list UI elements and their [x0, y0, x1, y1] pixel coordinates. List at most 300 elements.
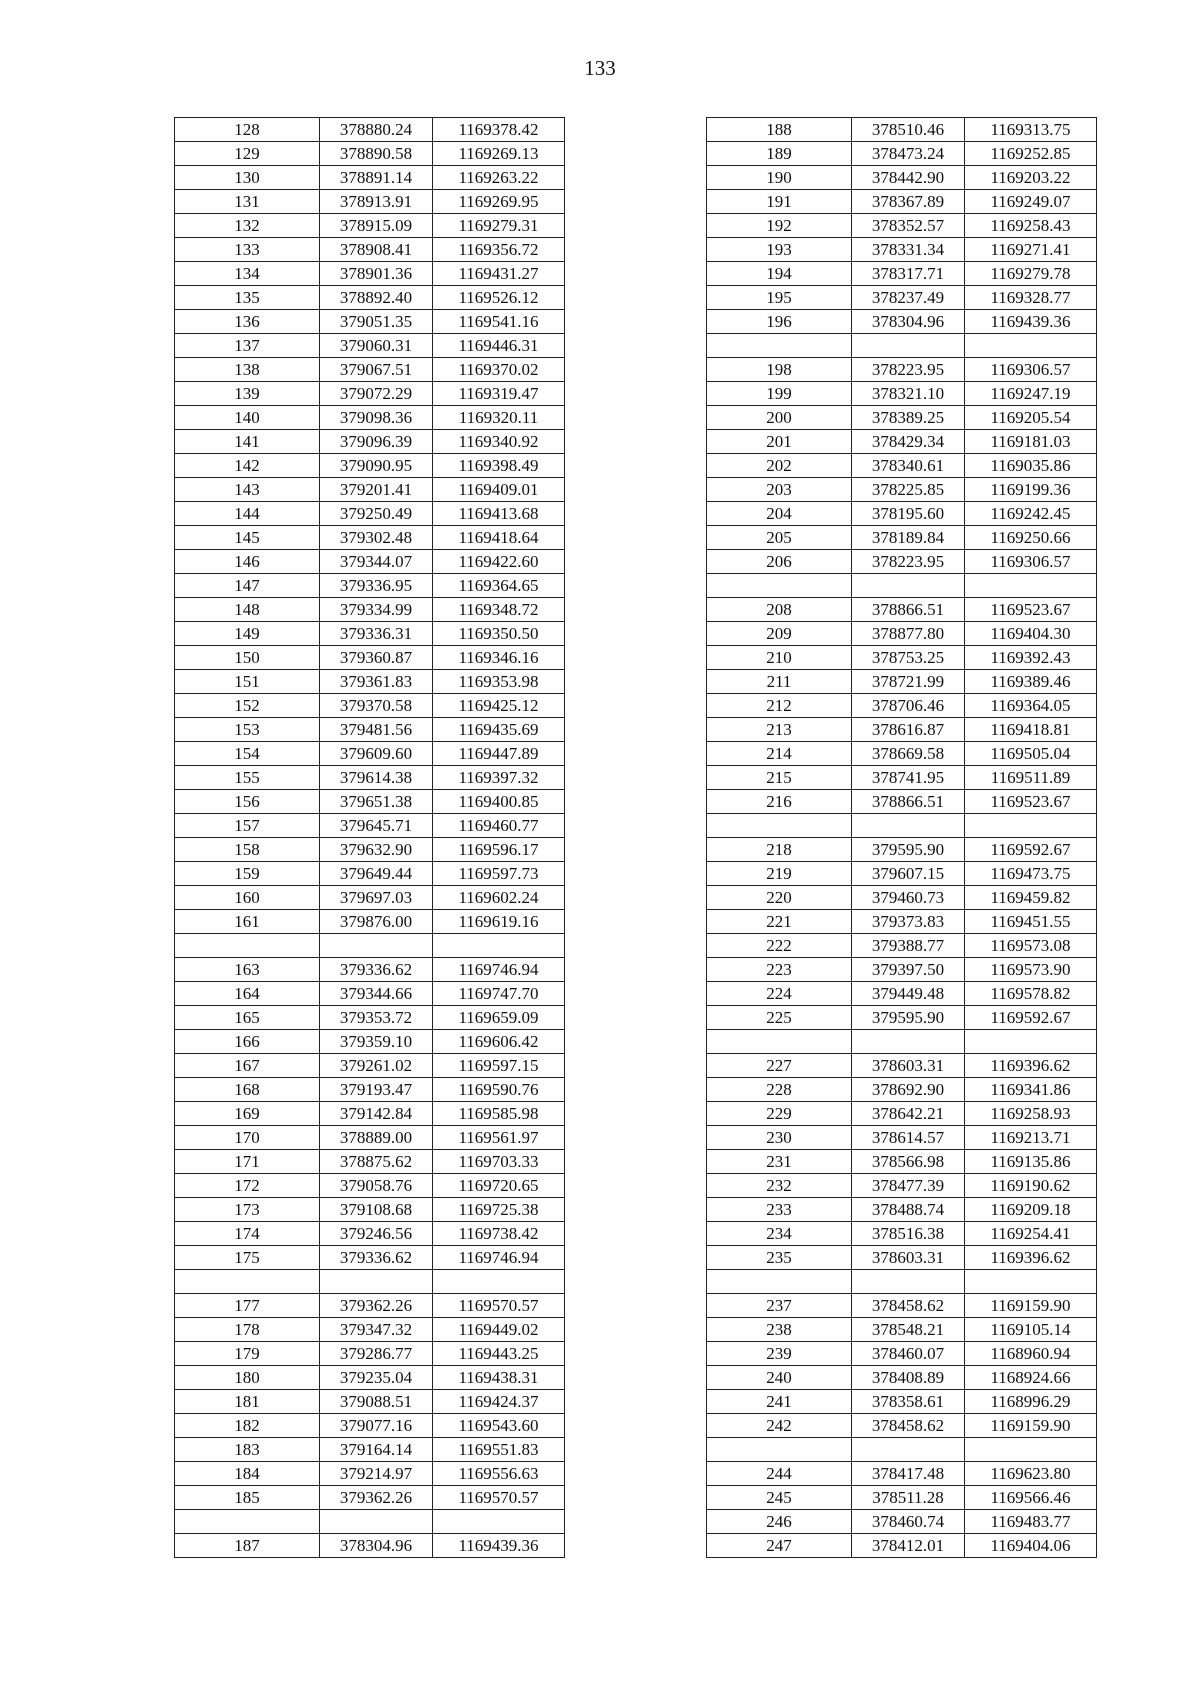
x-coordinate-cell: 379302.48 — [320, 526, 433, 550]
x-coordinate-cell: 378603.31 — [852, 1054, 965, 1078]
point-number-cell: 178 — [175, 1318, 320, 1342]
y-coordinate-cell: 1169511.89 — [965, 766, 1097, 790]
y-coordinate-cell: 1169279.31 — [433, 214, 565, 238]
table-row — [175, 478, 565, 502]
table-row — [175, 406, 565, 430]
y-coordinate-cell: 1169460.77 — [433, 814, 565, 838]
point-number-cell: 240 — [707, 1366, 852, 1390]
point-number-cell: 219 — [707, 862, 852, 886]
point-number-cell: 205 — [707, 526, 852, 550]
y-coordinate-cell — [965, 1438, 1097, 1462]
point-number-cell — [707, 334, 852, 358]
point-number-cell: 152 — [175, 694, 320, 718]
table-row — [707, 814, 1097, 838]
x-coordinate-cell: 379651.38 — [320, 790, 433, 814]
x-coordinate-cell: 378880.24 — [320, 118, 433, 142]
x-coordinate-cell — [852, 1438, 965, 1462]
point-number-cell: 228 — [707, 1078, 852, 1102]
x-coordinate-cell: 378913.91 — [320, 190, 433, 214]
table-row — [707, 1174, 1097, 1198]
table-row — [707, 118, 1097, 142]
y-coordinate-cell: 1169596.17 — [433, 838, 565, 862]
x-coordinate-cell: 379370.58 — [320, 694, 433, 718]
point-number-cell: 201 — [707, 430, 852, 454]
table-row — [707, 1078, 1097, 1102]
y-coordinate-cell: 1169269.13 — [433, 142, 565, 166]
point-number-cell: 155 — [175, 766, 320, 790]
point-number-cell: 133 — [175, 238, 320, 262]
table-row — [707, 1438, 1097, 1462]
point-number-cell: 238 — [707, 1318, 852, 1342]
y-coordinate-cell: 1169306.57 — [965, 358, 1097, 382]
x-coordinate-cell: 378321.10 — [852, 382, 965, 406]
x-coordinate-cell: 379235.04 — [320, 1366, 433, 1390]
y-coordinate-cell: 1169181.03 — [965, 430, 1097, 454]
y-coordinate-cell: 1169570.57 — [433, 1294, 565, 1318]
y-coordinate-cell: 1169209.18 — [965, 1198, 1097, 1222]
y-coordinate-cell — [965, 334, 1097, 358]
y-coordinate-cell: 1169451.55 — [965, 910, 1097, 934]
y-coordinate-cell — [433, 1510, 565, 1534]
table-row — [175, 430, 565, 454]
x-coordinate-cell — [320, 934, 433, 958]
x-coordinate-cell: 379649.44 — [320, 862, 433, 886]
page-number: 133 — [584, 56, 616, 80]
y-coordinate-cell: 1169592.67 — [965, 1006, 1097, 1030]
table-row — [175, 1486, 565, 1510]
point-number-cell: 137 — [175, 334, 320, 358]
table-row — [175, 862, 565, 886]
x-coordinate-cell: 378642.21 — [852, 1102, 965, 1126]
table-row — [175, 598, 565, 622]
x-coordinate-cell: 379261.02 — [320, 1054, 433, 1078]
table-row — [707, 910, 1097, 934]
point-number-cell: 190 — [707, 166, 852, 190]
x-coordinate-cell: 379876.00 — [320, 910, 433, 934]
table-row — [707, 886, 1097, 910]
y-coordinate-cell: 1169570.57 — [433, 1486, 565, 1510]
y-coordinate-cell: 1169738.42 — [433, 1222, 565, 1246]
point-number-cell: 220 — [707, 886, 852, 910]
table-row — [707, 574, 1097, 598]
x-coordinate-cell — [852, 1030, 965, 1054]
y-coordinate-cell: 1169258.43 — [965, 214, 1097, 238]
point-number-cell: 136 — [175, 310, 320, 334]
x-coordinate-cell: 378352.57 — [852, 214, 965, 238]
point-number-cell: 221 — [707, 910, 852, 934]
table-row — [175, 1102, 565, 1126]
table-row — [707, 1390, 1097, 1414]
y-coordinate-cell: 1169404.30 — [965, 622, 1097, 646]
table-row — [175, 454, 565, 478]
point-number-cell: 196 — [707, 310, 852, 334]
x-coordinate-cell: 379108.68 — [320, 1198, 433, 1222]
table-row — [707, 934, 1097, 958]
point-number-cell: 233 — [707, 1198, 852, 1222]
table-row — [707, 1270, 1097, 1294]
x-coordinate-cell: 378548.21 — [852, 1318, 965, 1342]
x-coordinate-cell: 378566.98 — [852, 1150, 965, 1174]
table-row — [707, 1126, 1097, 1150]
point-number-cell: 245 — [707, 1486, 852, 1510]
point-number-cell — [707, 1438, 852, 1462]
y-coordinate-cell: 1169592.67 — [965, 838, 1097, 862]
point-number-cell — [175, 1270, 320, 1294]
x-coordinate-cell: 379096.39 — [320, 430, 433, 454]
point-number-cell: 172 — [175, 1174, 320, 1198]
table-row — [707, 1486, 1097, 1510]
point-number-cell: 154 — [175, 742, 320, 766]
point-number-cell: 147 — [175, 574, 320, 598]
table-row — [175, 286, 565, 310]
point-number-cell: 168 — [175, 1078, 320, 1102]
x-coordinate-cell: 378603.31 — [852, 1246, 965, 1270]
y-coordinate-cell: 1169159.90 — [965, 1414, 1097, 1438]
table-row — [707, 1030, 1097, 1054]
table-row — [175, 1342, 565, 1366]
y-coordinate-cell: 1169566.46 — [965, 1486, 1097, 1510]
x-coordinate-cell: 379344.66 — [320, 982, 433, 1006]
x-coordinate-cell: 379336.31 — [320, 622, 433, 646]
table-row — [175, 694, 565, 718]
x-coordinate-cell: 378458.62 — [852, 1294, 965, 1318]
point-number-cell: 180 — [175, 1366, 320, 1390]
y-coordinate-cell: 1169578.82 — [965, 982, 1097, 1006]
y-coordinate-cell: 1169398.49 — [433, 454, 565, 478]
x-coordinate-cell: 379614.38 — [320, 766, 433, 790]
point-number-cell: 210 — [707, 646, 852, 670]
x-coordinate-cell: 378417.48 — [852, 1462, 965, 1486]
x-coordinate-cell — [320, 1270, 433, 1294]
table-row — [707, 958, 1097, 982]
point-number-cell: 209 — [707, 622, 852, 646]
x-coordinate-cell: 378891.14 — [320, 166, 433, 190]
x-coordinate-cell: 378223.95 — [852, 550, 965, 574]
y-coordinate-cell: 1169271.41 — [965, 238, 1097, 262]
y-coordinate-cell: 1169523.67 — [965, 790, 1097, 814]
point-number-cell: 231 — [707, 1150, 852, 1174]
table-row — [707, 838, 1097, 862]
y-coordinate-cell: 1169397.32 — [433, 766, 565, 790]
x-coordinate-cell: 379090.95 — [320, 454, 433, 478]
table-row — [175, 910, 565, 934]
point-number-cell: 204 — [707, 502, 852, 526]
point-number-cell: 194 — [707, 262, 852, 286]
x-coordinate-cell: 378460.07 — [852, 1342, 965, 1366]
table-row — [707, 454, 1097, 478]
x-coordinate-cell: 379353.72 — [320, 1006, 433, 1030]
table-row — [175, 1126, 565, 1150]
point-number-cell: 246 — [707, 1510, 852, 1534]
table-row — [707, 766, 1097, 790]
y-coordinate-cell: 1169203.22 — [965, 166, 1097, 190]
x-coordinate-cell: 378510.46 — [852, 118, 965, 142]
point-number-cell: 183 — [175, 1438, 320, 1462]
x-coordinate-cell — [852, 334, 965, 358]
y-coordinate-cell: 1169590.76 — [433, 1078, 565, 1102]
x-coordinate-cell: 379088.51 — [320, 1390, 433, 1414]
point-number-cell: 148 — [175, 598, 320, 622]
y-coordinate-cell: 1169597.15 — [433, 1054, 565, 1078]
point-number-cell: 139 — [175, 382, 320, 406]
table-row — [175, 502, 565, 526]
x-coordinate-cell: 379460.73 — [852, 886, 965, 910]
y-coordinate-cell: 1169328.77 — [965, 286, 1097, 310]
x-coordinate-cell: 379336.95 — [320, 574, 433, 598]
x-coordinate-cell: 378511.28 — [852, 1486, 965, 1510]
table-row — [175, 646, 565, 670]
table-row — [175, 1006, 565, 1030]
table-row — [707, 214, 1097, 238]
table-row — [175, 574, 565, 598]
table-row — [707, 646, 1097, 670]
x-coordinate-cell: 378473.24 — [852, 142, 965, 166]
x-coordinate-cell: 379481.56 — [320, 718, 433, 742]
table-row — [707, 1414, 1097, 1438]
y-coordinate-cell: 1169319.47 — [433, 382, 565, 406]
y-coordinate-cell: 1169205.54 — [965, 406, 1097, 430]
point-number-cell: 191 — [707, 190, 852, 214]
y-coordinate-cell: 1169746.94 — [433, 958, 565, 982]
y-coordinate-cell: 1169561.97 — [433, 1126, 565, 1150]
y-coordinate-cell: 1169353.98 — [433, 670, 565, 694]
x-coordinate-cell: 378706.46 — [852, 694, 965, 718]
point-number-cell: 144 — [175, 502, 320, 526]
point-number-cell: 223 — [707, 958, 852, 982]
y-coordinate-cell: 1169505.04 — [965, 742, 1097, 766]
table-row — [175, 1414, 565, 1438]
table-row — [175, 166, 565, 190]
table-row — [175, 1150, 565, 1174]
table-row — [707, 310, 1097, 334]
table-row — [707, 1246, 1097, 1270]
x-coordinate-cell: 379060.31 — [320, 334, 433, 358]
x-coordinate-cell: 378195.60 — [852, 502, 965, 526]
y-coordinate-cell: 1169747.70 — [433, 982, 565, 1006]
point-number-cell: 242 — [707, 1414, 852, 1438]
table-row — [707, 742, 1097, 766]
point-number-cell: 130 — [175, 166, 320, 190]
y-coordinate-cell — [433, 934, 565, 958]
table-row — [707, 1006, 1097, 1030]
point-number-cell: 230 — [707, 1126, 852, 1150]
table-row — [707, 598, 1097, 622]
table-row — [175, 190, 565, 214]
table-row — [707, 1366, 1097, 1390]
y-coordinate-cell: 1169447.89 — [433, 742, 565, 766]
y-coordinate-cell: 1169340.92 — [433, 430, 565, 454]
table-row — [707, 262, 1097, 286]
x-coordinate-cell: 379397.50 — [852, 958, 965, 982]
point-number-cell: 185 — [175, 1486, 320, 1510]
table-row — [707, 1102, 1097, 1126]
y-coordinate-cell: 1169523.67 — [965, 598, 1097, 622]
x-coordinate-cell: 379334.99 — [320, 598, 433, 622]
y-coordinate-cell: 1169320.11 — [433, 406, 565, 430]
point-number-cell: 202 — [707, 454, 852, 478]
x-coordinate-cell: 379595.90 — [852, 838, 965, 862]
y-coordinate-cell: 1169573.90 — [965, 958, 1097, 982]
table-row — [707, 1294, 1097, 1318]
point-number-cell: 195 — [707, 286, 852, 310]
x-coordinate-cell: 378304.96 — [320, 1534, 433, 1558]
table-row — [707, 622, 1097, 646]
x-coordinate-cell: 378753.25 — [852, 646, 965, 670]
x-coordinate-cell: 378866.51 — [852, 790, 965, 814]
table-row — [175, 1174, 565, 1198]
table-row — [175, 1030, 565, 1054]
point-number-cell: 214 — [707, 742, 852, 766]
point-number-cell: 170 — [175, 1126, 320, 1150]
point-number-cell: 218 — [707, 838, 852, 862]
y-coordinate-cell: 1169597.73 — [433, 862, 565, 886]
x-coordinate-cell: 378223.95 — [852, 358, 965, 382]
point-number-cell: 199 — [707, 382, 852, 406]
y-coordinate-cell: 1169526.12 — [433, 286, 565, 310]
y-coordinate-cell: 1169242.45 — [965, 502, 1097, 526]
y-coordinate-cell: 1169443.25 — [433, 1342, 565, 1366]
point-number-cell: 141 — [175, 430, 320, 454]
point-number-cell: 149 — [175, 622, 320, 646]
x-coordinate-cell: 378614.57 — [852, 1126, 965, 1150]
point-number-cell: 163 — [175, 958, 320, 982]
point-number-cell: 156 — [175, 790, 320, 814]
point-number-cell: 188 — [707, 118, 852, 142]
point-number-cell: 232 — [707, 1174, 852, 1198]
point-number-cell: 157 — [175, 814, 320, 838]
table-row — [175, 958, 565, 982]
y-coordinate-cell: 1169378.42 — [433, 118, 565, 142]
y-coordinate-cell: 1169252.85 — [965, 142, 1097, 166]
x-coordinate-cell: 378477.39 — [852, 1174, 965, 1198]
coordinates-table-left — [174, 117, 565, 1558]
y-coordinate-cell: 1169659.09 — [433, 1006, 565, 1030]
x-coordinate-cell: 378358.61 — [852, 1390, 965, 1414]
table-row — [175, 1222, 565, 1246]
point-number-cell: 241 — [707, 1390, 852, 1414]
table-row — [707, 142, 1097, 166]
x-coordinate-cell: 379609.60 — [320, 742, 433, 766]
point-number-cell: 198 — [707, 358, 852, 382]
x-coordinate-cell: 378892.40 — [320, 286, 433, 310]
y-coordinate-cell: 1169431.27 — [433, 262, 565, 286]
point-number-cell: 165 — [175, 1006, 320, 1030]
table-row — [707, 982, 1097, 1006]
y-coordinate-cell: 1169746.94 — [433, 1246, 565, 1270]
x-coordinate-cell: 379336.62 — [320, 958, 433, 982]
coordinates-table-right — [706, 117, 1097, 1558]
point-number-cell: 189 — [707, 142, 852, 166]
point-number-cell: 208 — [707, 598, 852, 622]
x-coordinate-cell: 378669.58 — [852, 742, 965, 766]
point-number-cell: 164 — [175, 982, 320, 1006]
table-row — [175, 526, 565, 550]
table-row — [175, 1294, 565, 1318]
x-coordinate-cell: 378915.09 — [320, 214, 433, 238]
table-row — [707, 526, 1097, 550]
point-number-cell: 203 — [707, 478, 852, 502]
x-coordinate-cell: 379361.83 — [320, 670, 433, 694]
x-coordinate-cell: 378877.80 — [852, 622, 965, 646]
table-row — [707, 238, 1097, 262]
point-number-cell: 215 — [707, 766, 852, 790]
y-coordinate-cell: 1169619.16 — [433, 910, 565, 934]
table-row — [175, 1390, 565, 1414]
point-number-cell: 134 — [175, 262, 320, 286]
x-coordinate-cell: 379164.14 — [320, 1438, 433, 1462]
table-row — [175, 238, 565, 262]
x-coordinate-cell: 378408.89 — [852, 1366, 965, 1390]
point-number-cell: 216 — [707, 790, 852, 814]
table-row — [707, 286, 1097, 310]
x-coordinate-cell: 378721.99 — [852, 670, 965, 694]
point-number-cell: 225 — [707, 1006, 852, 1030]
point-number-cell: 211 — [707, 670, 852, 694]
table-row — [707, 1054, 1097, 1078]
y-coordinate-cell: 1169364.05 — [965, 694, 1097, 718]
point-number-cell: 229 — [707, 1102, 852, 1126]
y-coordinate-cell: 1169473.75 — [965, 862, 1097, 886]
point-number-cell: 224 — [707, 982, 852, 1006]
x-coordinate-cell: 378741.95 — [852, 766, 965, 790]
point-number-cell: 145 — [175, 526, 320, 550]
point-number-cell: 150 — [175, 646, 320, 670]
x-coordinate-cell: 378901.36 — [320, 262, 433, 286]
y-coordinate-cell: 1169035.86 — [965, 454, 1097, 478]
x-coordinate-cell: 379246.56 — [320, 1222, 433, 1246]
y-coordinate-cell: 1169446.31 — [433, 334, 565, 358]
y-coordinate-cell: 1169348.72 — [433, 598, 565, 622]
x-coordinate-cell: 378367.89 — [852, 190, 965, 214]
y-coordinate-cell: 1169396.62 — [965, 1246, 1097, 1270]
point-number-cell: 140 — [175, 406, 320, 430]
point-number-cell: 177 — [175, 1294, 320, 1318]
point-number-cell: 181 — [175, 1390, 320, 1414]
y-coordinate-cell: 1169159.90 — [965, 1294, 1097, 1318]
table-row — [707, 790, 1097, 814]
table-row — [175, 814, 565, 838]
point-number-cell: 244 — [707, 1462, 852, 1486]
y-coordinate-cell: 1169279.78 — [965, 262, 1097, 286]
x-coordinate-cell: 379214.97 — [320, 1462, 433, 1486]
x-coordinate-cell: 379098.36 — [320, 406, 433, 430]
point-number-cell: 192 — [707, 214, 852, 238]
table-row — [707, 1534, 1097, 1558]
y-coordinate-cell: 1169370.02 — [433, 358, 565, 382]
table-row — [175, 670, 565, 694]
table-row — [707, 358, 1097, 382]
y-coordinate-cell: 1169425.12 — [433, 694, 565, 718]
x-coordinate-cell: 379360.87 — [320, 646, 433, 670]
x-coordinate-cell: 379449.48 — [852, 982, 965, 1006]
y-coordinate-cell: 1169313.75 — [965, 118, 1097, 142]
table-row — [707, 166, 1097, 190]
x-coordinate-cell: 378189.84 — [852, 526, 965, 550]
y-coordinate-cell: 1169341.86 — [965, 1078, 1097, 1102]
table-row — [175, 1246, 565, 1270]
x-coordinate-cell: 379336.62 — [320, 1246, 433, 1270]
table-row — [175, 982, 565, 1006]
table-row — [707, 1150, 1097, 1174]
point-number-cell — [707, 1270, 852, 1294]
x-coordinate-cell: 379362.26 — [320, 1486, 433, 1510]
x-coordinate-cell — [852, 574, 965, 598]
point-number-cell: 135 — [175, 286, 320, 310]
table-row — [175, 358, 565, 382]
table-row — [707, 190, 1097, 214]
x-coordinate-cell: 379286.77 — [320, 1342, 433, 1366]
y-coordinate-cell: 1169350.50 — [433, 622, 565, 646]
